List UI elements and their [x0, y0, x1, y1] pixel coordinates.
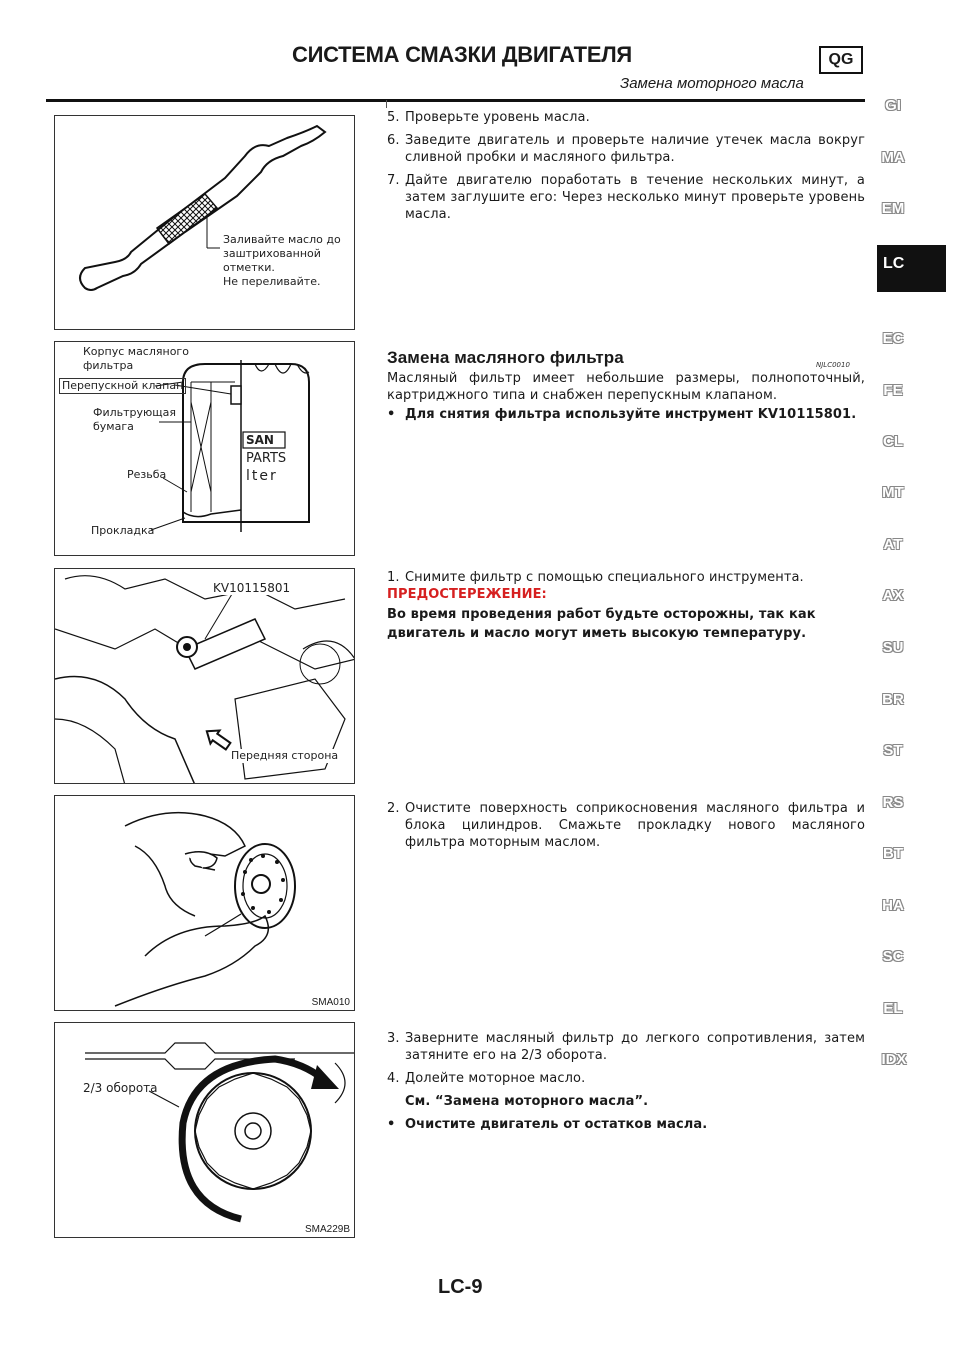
caution-text: Во время проведения работ будьте осторожны, так как двигатель и масло могут иметь высокую температуру.	[387, 607, 816, 641]
label-filter-paper: Фильтрующая бумага	[93, 406, 177, 433]
label-bypass-valve: Перепускной клапан	[59, 378, 186, 394]
step-item: 3. Заверните масляный фильтр до легкого сопротивления, затем затяните его на 2/3 оборота.	[387, 1031, 865, 1063]
steps-3-4	[387, 1030, 865, 1133]
section-paragraph: Масляный фильтр имеет небольшие размеры, полнопоточный, картриджного типа и снабжен перепускным клапаном.	[387, 371, 865, 403]
tab-br[interactable]: BR	[882, 691, 904, 708]
tab-cl[interactable]: CL	[883, 433, 903, 450]
tab-el[interactable]: EL	[883, 1000, 903, 1017]
figure-code: SMA229B	[304, 1224, 350, 1235]
tool-bullet: • Для снятия фильтра используйте инструмент KV10115801.	[387, 407, 857, 422]
page-number: LC-9	[438, 1276, 483, 1298]
front-side-label: Передняя сторона	[231, 749, 339, 762]
tab-rs[interactable]: RS	[882, 794, 904, 811]
reference-link[interactable]: См. “Замена моторного масла”.	[405, 1094, 649, 1109]
tab-ax[interactable]: AX	[882, 587, 904, 604]
tab-ma[interactable]: MA	[881, 149, 905, 166]
tab-sc[interactable]: SC	[882, 948, 904, 965]
turn-figure	[54, 1022, 355, 1238]
step-1-block	[387, 569, 865, 643]
tab-gi[interactable]: GI	[885, 97, 901, 114]
label-gasket: Прокладка	[91, 524, 155, 537]
oil-filter-figure	[54, 341, 355, 556]
tab-em[interactable]: EM	[881, 200, 905, 217]
turn-label: 2/3 оборота	[83, 1081, 158, 1095]
step-item: 5. Проверьте уровень масла.	[387, 110, 590, 125]
step-item: 6. Заведите двигатель и проверьте наличие утечек масла вокруг сливной пробки и масляного фильтра.	[387, 133, 865, 165]
label-filter-housing: Корпус масляного фильтра	[83, 345, 189, 372]
step-item: 2. Очистите поверхность соприкосновения масляного фильтра и блока цилиндров. Смажьте прокладку нового масляного фильтра моторным маслом.	[387, 801, 865, 850]
header-rule	[46, 99, 865, 102]
tab-bt[interactable]: BT	[883, 845, 903, 862]
tab-lc-active[interactable]: LC	[877, 245, 946, 292]
tab-st[interactable]: ST	[883, 742, 903, 759]
section-code: NJLC0010	[816, 361, 850, 369]
can-text-line1: PARTS	[246, 451, 287, 466]
steps-5-7	[387, 109, 865, 223]
dipstick-drawing	[55, 116, 355, 330]
tab-at[interactable]: AT	[883, 536, 903, 553]
column-divider	[386, 100, 387, 108]
tab-mt[interactable]: MT	[882, 484, 904, 501]
engine-code-badge: QG	[819, 46, 863, 74]
tool-label: KV10115801	[213, 581, 291, 595]
step-2-block	[387, 800, 865, 851]
dipstick-figure	[54, 115, 355, 330]
can-brand: SAN	[246, 433, 274, 447]
section-heading: Замена масляного фильтра	[387, 348, 624, 367]
dipstick-note: Заливайте масло до заштрихованной отметки. Не переливайте.	[223, 233, 341, 288]
clean-bullet: • Очистите двигатель от остатков масла.	[387, 1117, 708, 1132]
step-item: 7. Дайте двигателю поработать в течение нескольких минут, а затем заглушите его: Через несколько минут проверьте уровень масла.	[387, 173, 865, 222]
engine-tool-figure	[54, 568, 355, 784]
can-text-line2: lter	[246, 468, 278, 484]
page-title: СИСТЕМА СМАЗКИ ДВИГАТЕЛЯ	[292, 42, 632, 67]
tab-ec[interactable]: EC	[882, 330, 904, 347]
filter-section	[387, 349, 865, 423]
tab-fe[interactable]: FE	[883, 382, 903, 399]
caution-label: ПРЕДОСТЕРЕЖЕНИЕ:	[387, 587, 547, 602]
gasket-figure	[54, 795, 355, 1011]
page-subtitle: Замена моторного масла	[620, 75, 804, 92]
hands-drawing	[55, 796, 355, 1011]
tab-su[interactable]: SU	[882, 639, 904, 656]
step-item: 4. Долейте моторное масло.	[387, 1071, 586, 1086]
figure-code: SMA010	[311, 997, 350, 1008]
tab-idx[interactable]: IDX	[881, 1051, 907, 1068]
step-item: 1. Снимите фильтр с помощью специального инструмента.	[387, 570, 804, 585]
tab-ha[interactable]: HA	[882, 897, 904, 914]
turn-drawing	[55, 1023, 355, 1238]
label-thread: Резьба	[127, 468, 167, 481]
